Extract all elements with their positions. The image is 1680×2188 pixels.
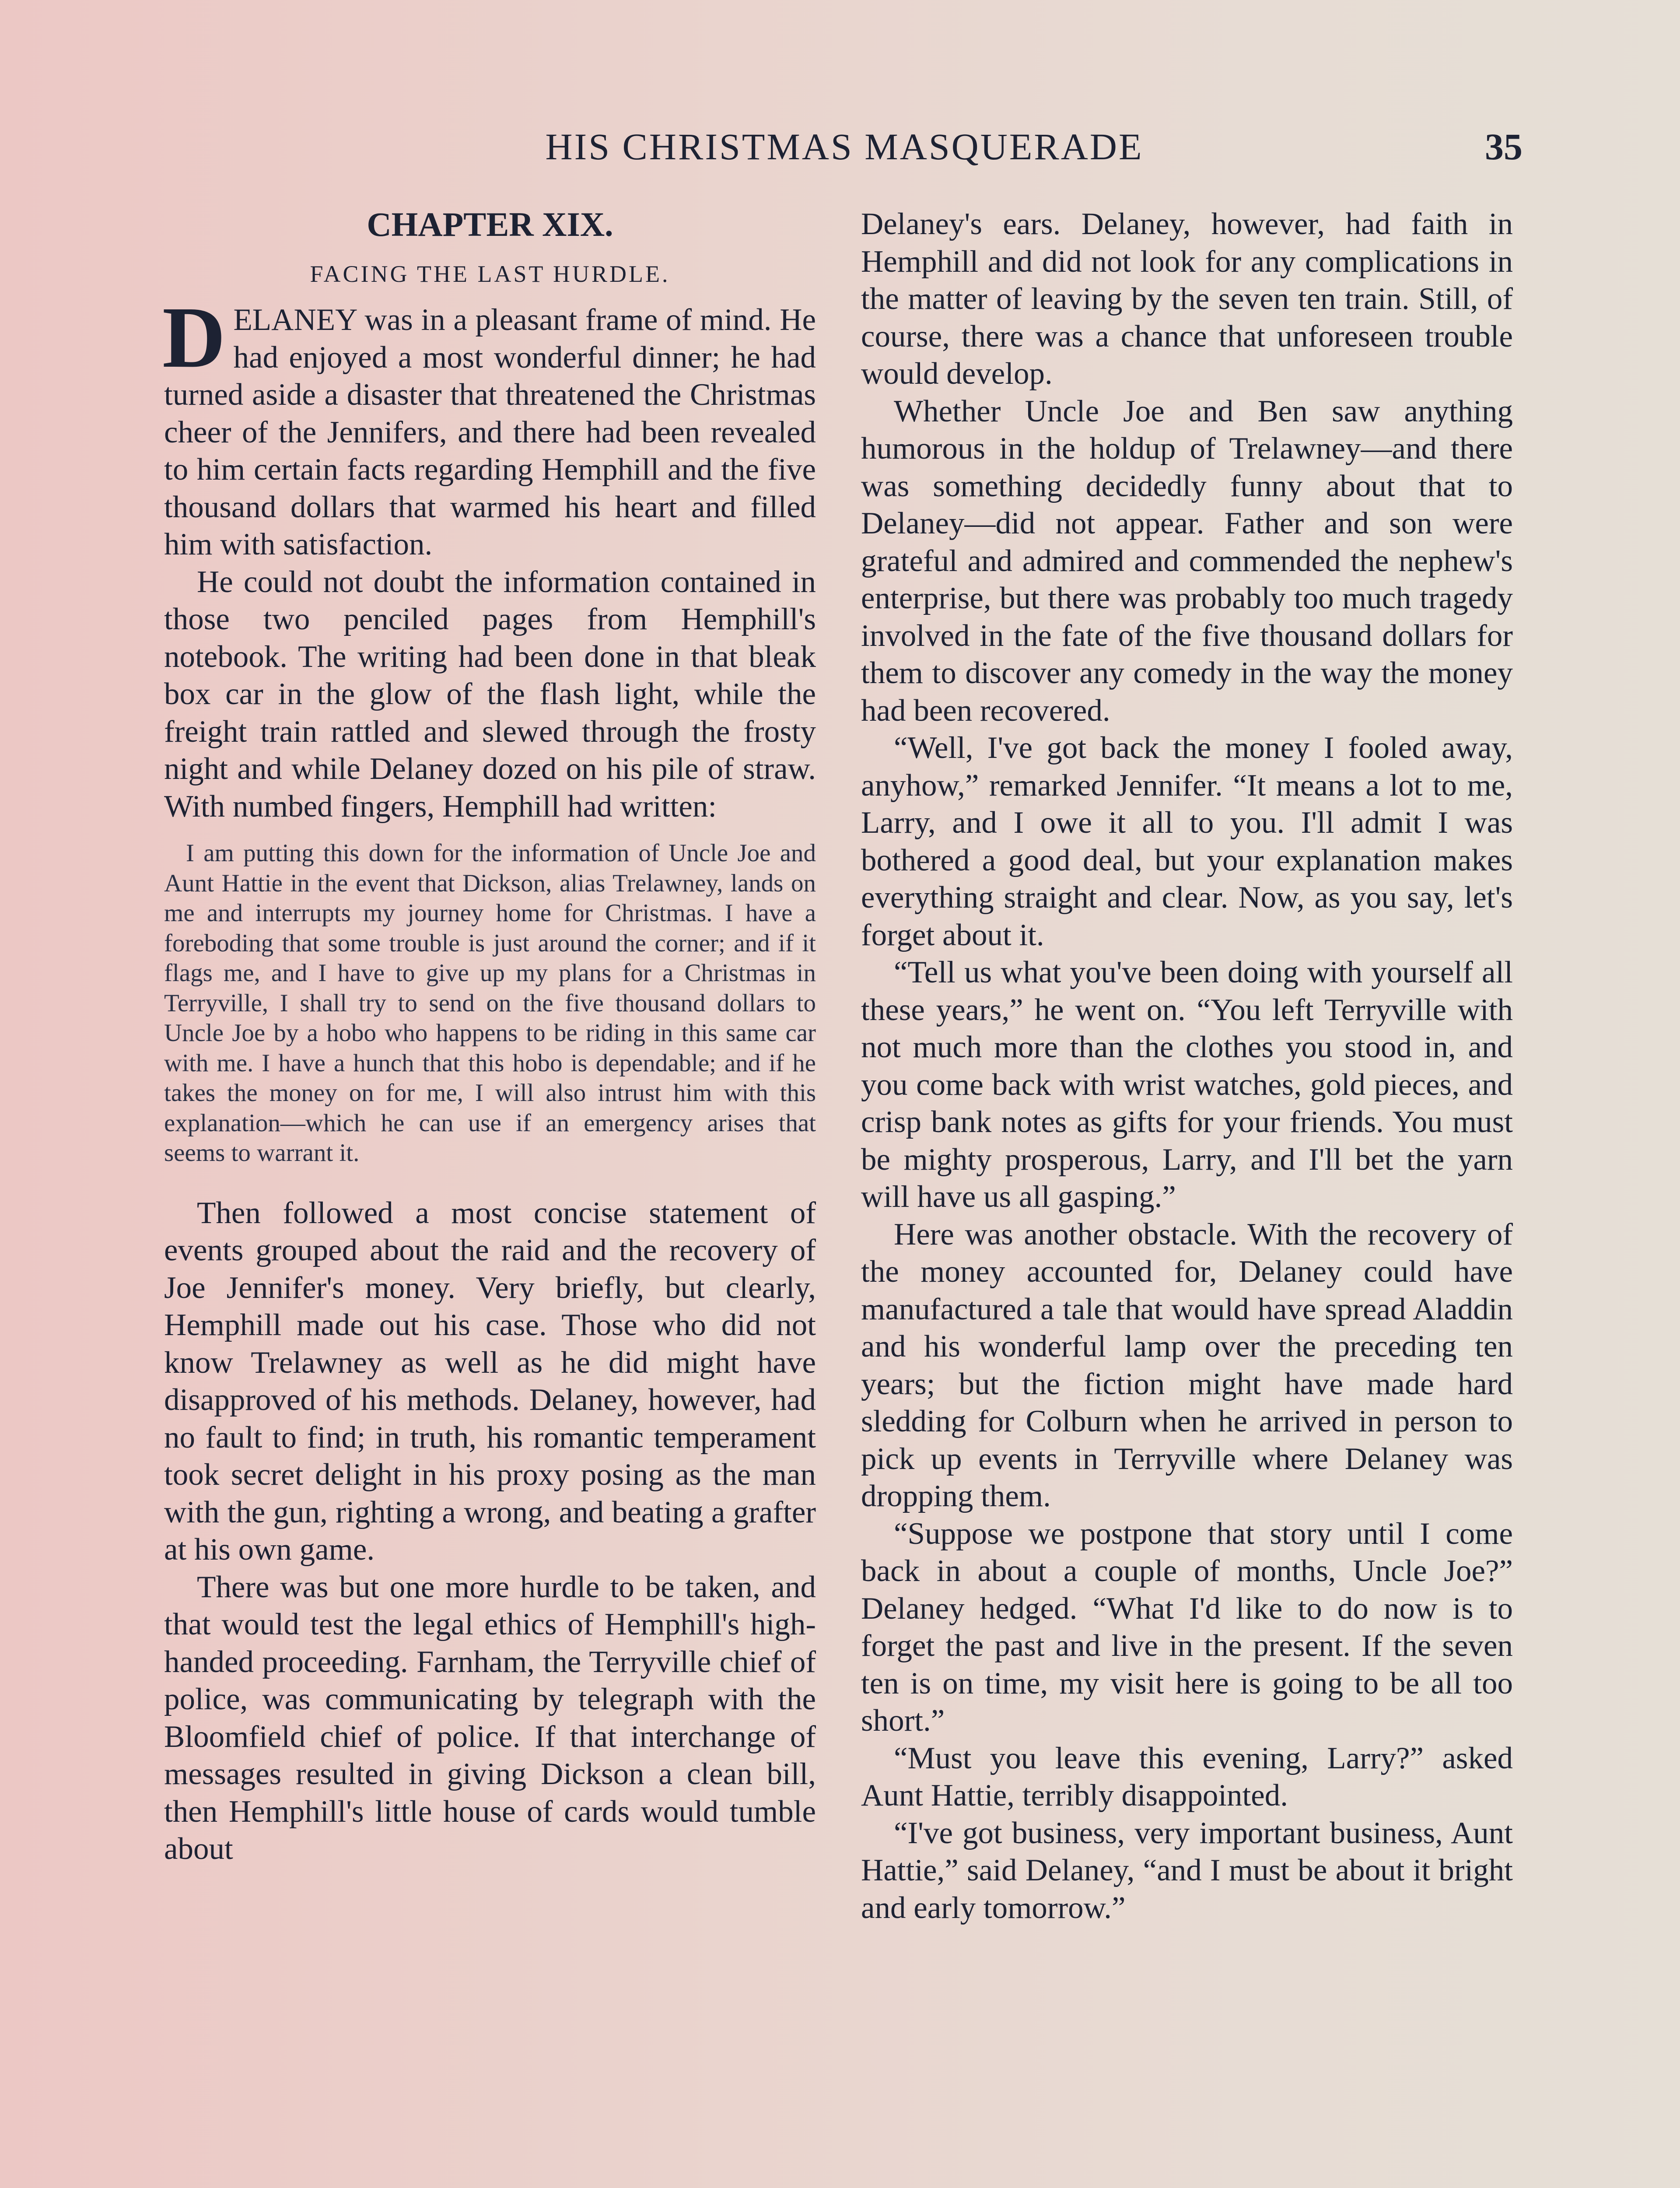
right-column xyxy=(861,206,1513,1927)
paragraph-4-continued: Delaney's ears. Delaney, however, had faith in Hemphill and did not look for any complications in the matter of leaving by the seven ten train. Still, of course, there was a chance that unforeseen trouble would develop. xyxy=(861,207,1513,391)
paragraph-11: “I've got business, very important business, Aunt Hattie,” said Delaney, “and I must be about it bright and early tomorrow.” xyxy=(861,1816,1513,1925)
paragraph-6: “Well, I've got back the money I fooled away, anyhow,” remarked Jennifer. “It means a lot to me, Larry, and I owe it all to you. I'll admit I was bothered a good deal, but your explanation makes everything straight and clear. Now, as you say, let's forget about it. xyxy=(861,731,1513,952)
paragraph-2: He could not doubt the information contained in those two penciled pages from Hemphill's notebook. The writing had been done in that bleak box car in the glow of the flash light, while the freight train rattled and slewed through the frosty night and while Delaney dozed on his pile of straw. With numbed fingers, Hemphill had written: xyxy=(164,565,816,824)
chapter-subtitle: FACING THE LAST HURDLE. xyxy=(310,260,670,287)
paragraph-1 xyxy=(162,289,816,564)
opening-word: ELANEY xyxy=(233,303,357,337)
paragraph-1-text: was in a pleasant frame of mind. He had enjoyed a most wonderful dinner; he had turned aside a disaster that threatened the Christmas cheer of the Jennifers, and there had been revealed to him certain facts regarding Hemphill and the five thousand dollars that warmed his heart and filled him with satisfaction. xyxy=(164,303,816,561)
drop-cap: D xyxy=(162,289,226,386)
running-head: HIS CHRISTMAS MASQUERADE xyxy=(545,126,1144,168)
paragraph-7: “Tell us what you've been doing with yourself all these years,” he went on. “You left Terryville with not much more than the clothes you stood in, and you come back with wrist watches, gold pieces, and crisp bank notes as gifts for your friends. You must be mighty prosperous, Larry, and I'll bet the yarn will have us all gasping.” xyxy=(861,955,1513,1214)
notebook-quote xyxy=(164,838,816,1168)
paragraph-5: Whether Uncle Joe and Ben saw anything humorous in the holdup of Trelawney—and there was something decidedly funny about that to Delaney—did not appear. Father and son were grateful and admired and commended the nephew's enterprise, but there was probably too much tragedy involved in the fate of the five thousand dollars for them to discover any comedy in the way the money had been recovered. xyxy=(861,394,1513,728)
page-header xyxy=(166,125,1522,186)
page-number: 35 xyxy=(1485,126,1522,168)
paragraph-9: “Suppose we postpone that story until I come back in about a couple of months, Uncle Joe?” Delaney hedged. “What I'd like to do now is to forget the past and live in the present. If the seven ten is on time, my visit here is going to be all too short.” xyxy=(861,1516,1513,1738)
notebook-quote-text: I am putting this down for the information of Uncle Joe and Aunt Hattie in the event that Dickson, alias Trelawney, lands on me and interrupts my journey home for Christmas. I have a foreboding that some trouble is just around the corner; and if it flags me, and I have to give up my plans for a Christmas in Terryville, I shall try to send on the five thousand dollars to Uncle Joe by a hobo who happens to be riding in this same car with me. I have a hunch that this hobo is dependable; and if he takes the money on for me, I will also intrust him with this explanation—which he can use if an emergency arises that seems to warrant it. xyxy=(164,839,816,1167)
paragraph-10: “Must you leave this evening, Larry?” asked Aunt Hattie, terribly disappointed. xyxy=(861,1741,1513,1813)
paragraph-8: Here was another obstacle. With the recovery of the money accounted for, Delaney could have manufactured a tale that would have spread Aladdin and his wonderful lamp over the preceding ten years; but the fiction might have made hard sledding for Colburn when he arrived in person to pick up events in Terryville where Delaney was dropping them. xyxy=(861,1217,1513,1513)
paragraph-4: There was but one more hurdle to be taken, and that would test the legal ethics of Hemphill's high-handed proceeding. Farnham, the Terryville chief of police, was communicating by telegraph with the Bloomfield chief of police. If that interchange of messages resulted in giving Dickson a clean bill, then Hemphill's little house of cards would tumble about xyxy=(164,1570,816,1866)
left-column xyxy=(164,206,816,1868)
paragraph-3: Then followed a most concise statement of events grouped about the raid and the recovery of Joe Jennifer's money. Very briefly, but clearly, Hemphill made out his case. Those who did not know Trelawney as well as he did might have disapproved of his methods. Delaney, however, had no fault to find; in truth, his romantic temperament took secret delight in his proxy posing as the man with the gun, righting a wrong, and beating a grafter at his own game. xyxy=(164,1196,816,1567)
chapter-title: CHAPTER XIX. xyxy=(367,205,613,243)
